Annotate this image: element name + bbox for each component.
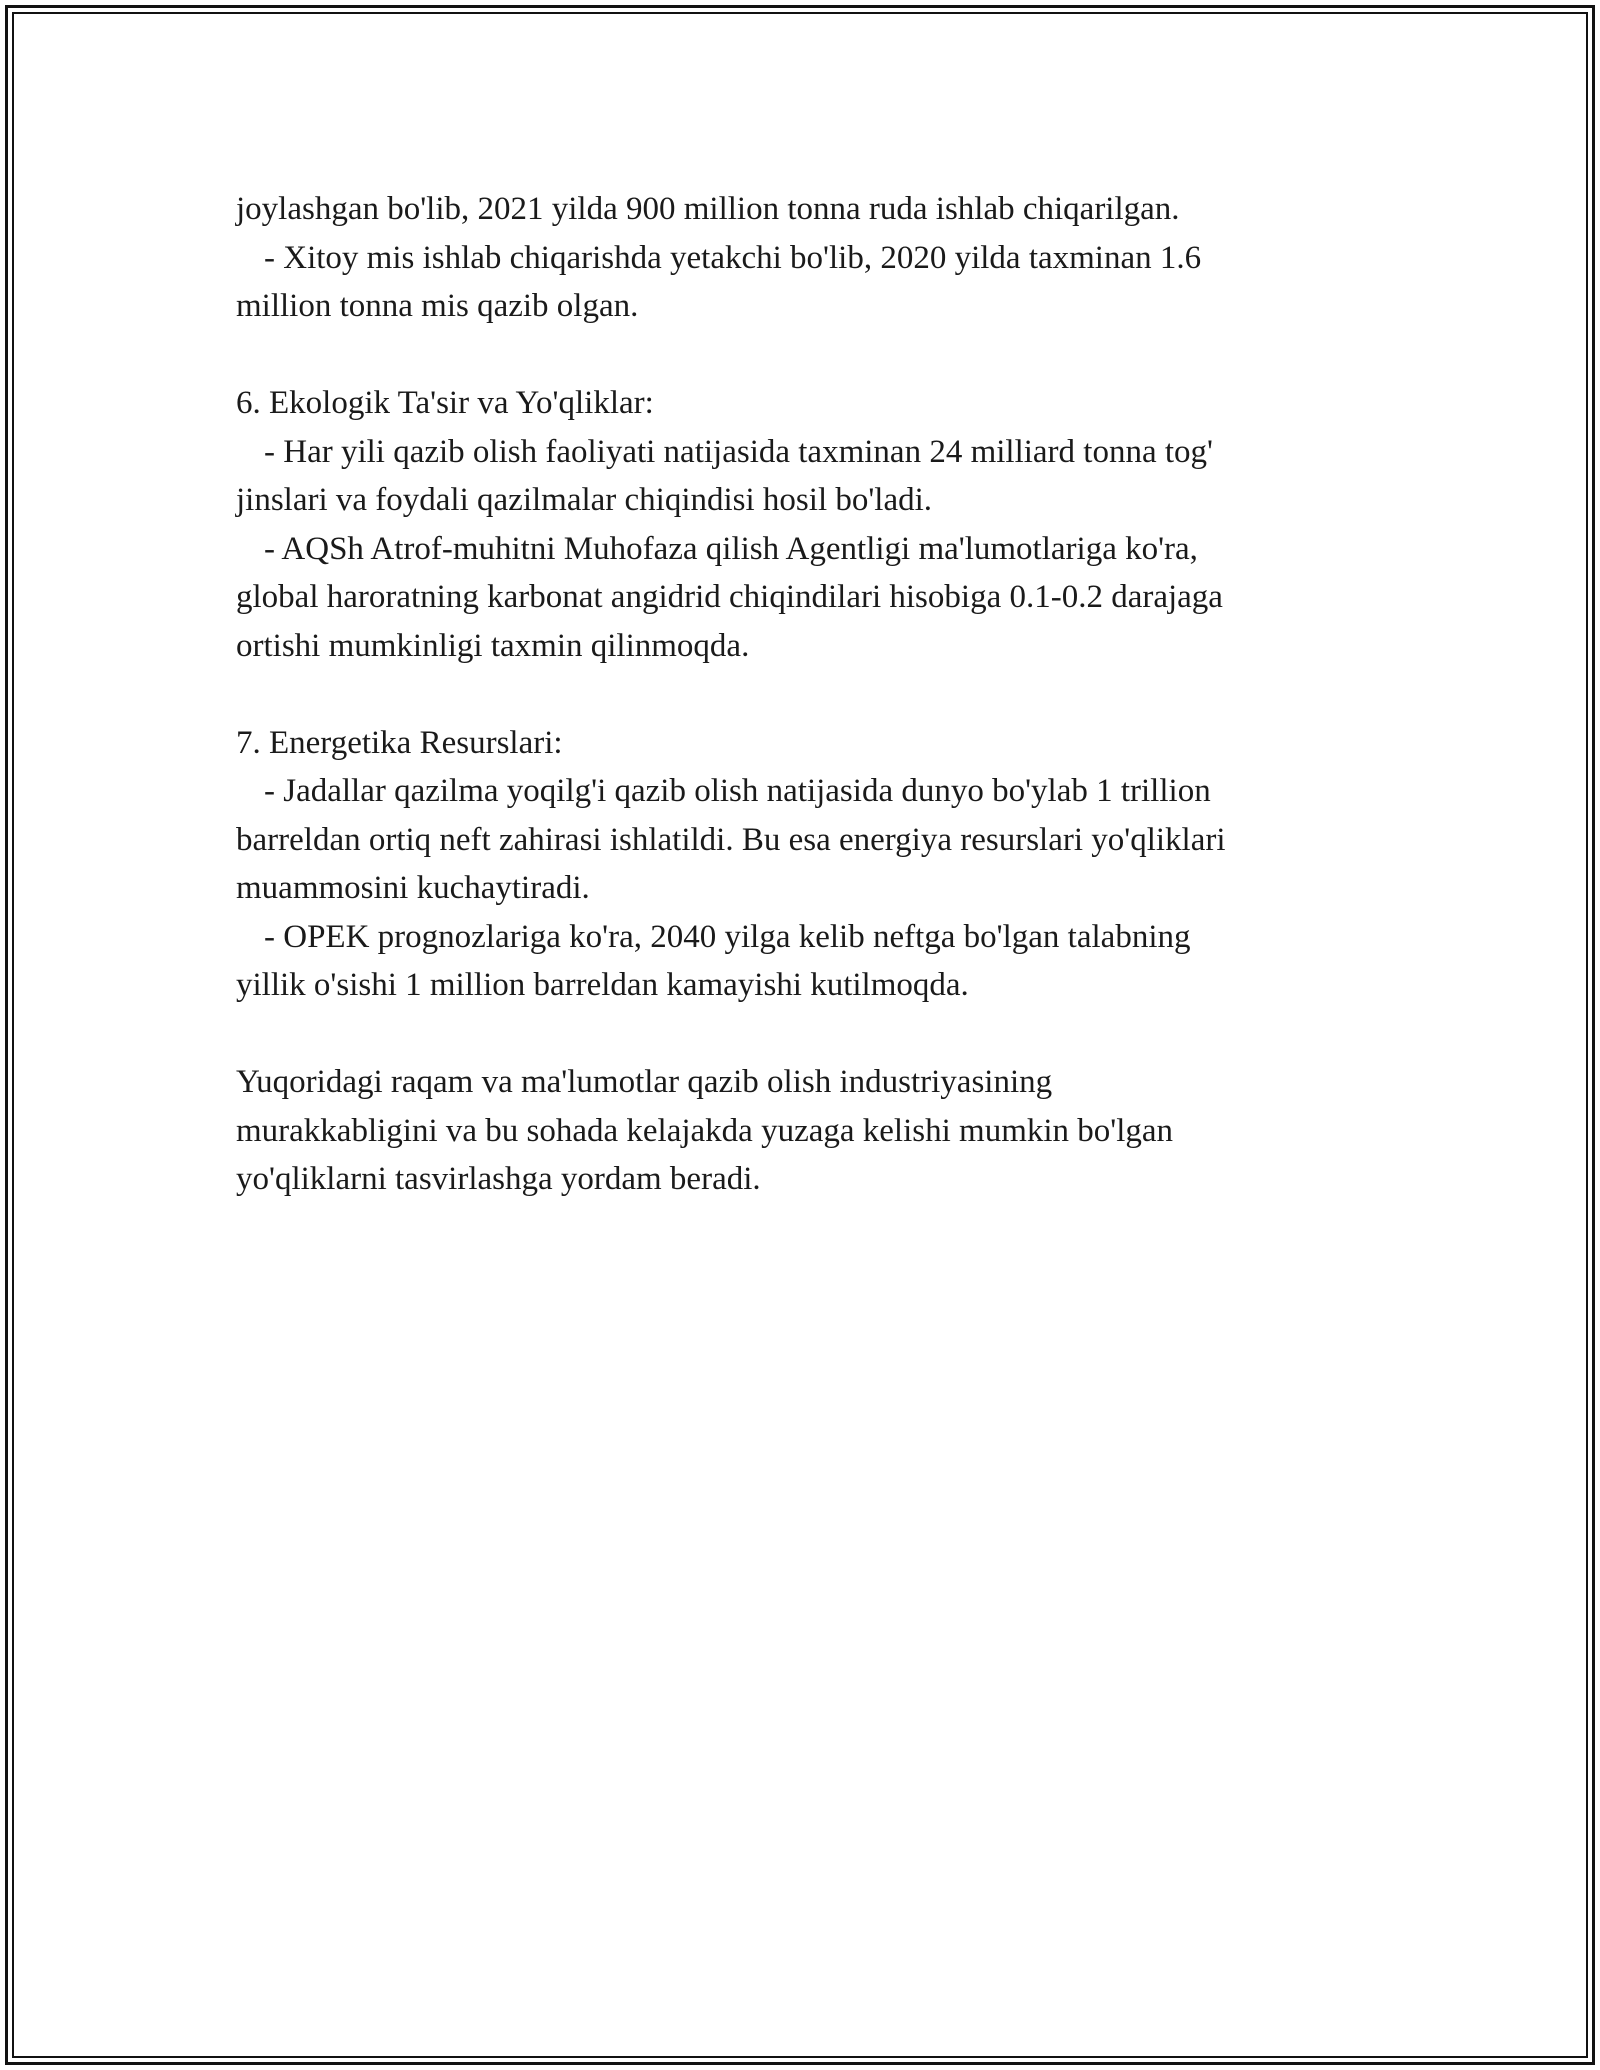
- intro-paragraph: [236, 185, 1396, 331]
- document-body: [236, 185, 1396, 1204]
- bullet-line: - Xitoy mis ishlab chiqarishda yetakchi bo'lib, 2020 yilda taxminan 1.6: [264, 239, 1202, 276]
- text-line: global haroratning karbonat angidrid chiqindilari hisobiga 0.1-0.2 darajaga: [236, 579, 1223, 615]
- text-line: million tonna mis qazib olgan.: [236, 288, 639, 324]
- section-7: [236, 719, 1396, 1010]
- bullet-line: - OPEK prognozlariga ko'ra, 2040 yilga kelib neftga bo'lgan talabning: [264, 918, 1191, 955]
- paragraph-spacer: [236, 331, 1396, 380]
- section-heading: 6. Ekologik Ta'sir va Yo'qliklar:: [236, 385, 654, 421]
- section-6: [236, 379, 1396, 670]
- bullet-line: - AQSh Atrof-muhitni Muhofaza qilish Agentligi ma'lumotlariga ko'ra,: [264, 530, 1198, 567]
- bullet-line: - Jadallar qazilma yoqilg'i qazib olish natijasida dunyo bo'ylab 1 trillion: [264, 773, 1211, 809]
- paragraph-spacer: [236, 670, 1396, 719]
- text-line: yillik o'sishi 1 million barreldan kamayishi kutilmoqda.: [236, 967, 969, 1003]
- text-line: yo'qliklarni tasvirlashga yordam beradi.: [236, 1161, 761, 1197]
- text-line: ortishi mumkinligi taxmin qilinmoqda.: [236, 627, 750, 664]
- text-line: muammosini kuchaytiradi.: [236, 870, 590, 906]
- text-line: joylashgan bo'lib, 2021 yilda 900 million tonna ruda ishlab chiqarilgan.: [236, 191, 1180, 227]
- text-line: jinslari va foydali qazilmalar chiqindisi hosil bo'ladi.: [236, 482, 933, 518]
- text-line: barreldan ortiq neft zahirasi ishlatildi. Bu esa energiya resurslari yo'qliklari: [236, 821, 1226, 858]
- section-heading: 7. Energetika Resurslari:: [236, 724, 563, 761]
- text-line: Yuqoridagi raqam va ma'lumotlar qazib olish industriyasining: [236, 1064, 1053, 1100]
- text-line: murakkabligini va bu sohada kelajakda yuzaga kelishi mumkin bo'lgan: [236, 1112, 1174, 1149]
- conclusion-paragraph: [236, 1058, 1396, 1204]
- paragraph-spacer: [236, 1010, 1396, 1059]
- bullet-line: - Har yili qazib olish faoliyati natijasida taxminan 24 milliard tonna tog': [264, 433, 1213, 470]
